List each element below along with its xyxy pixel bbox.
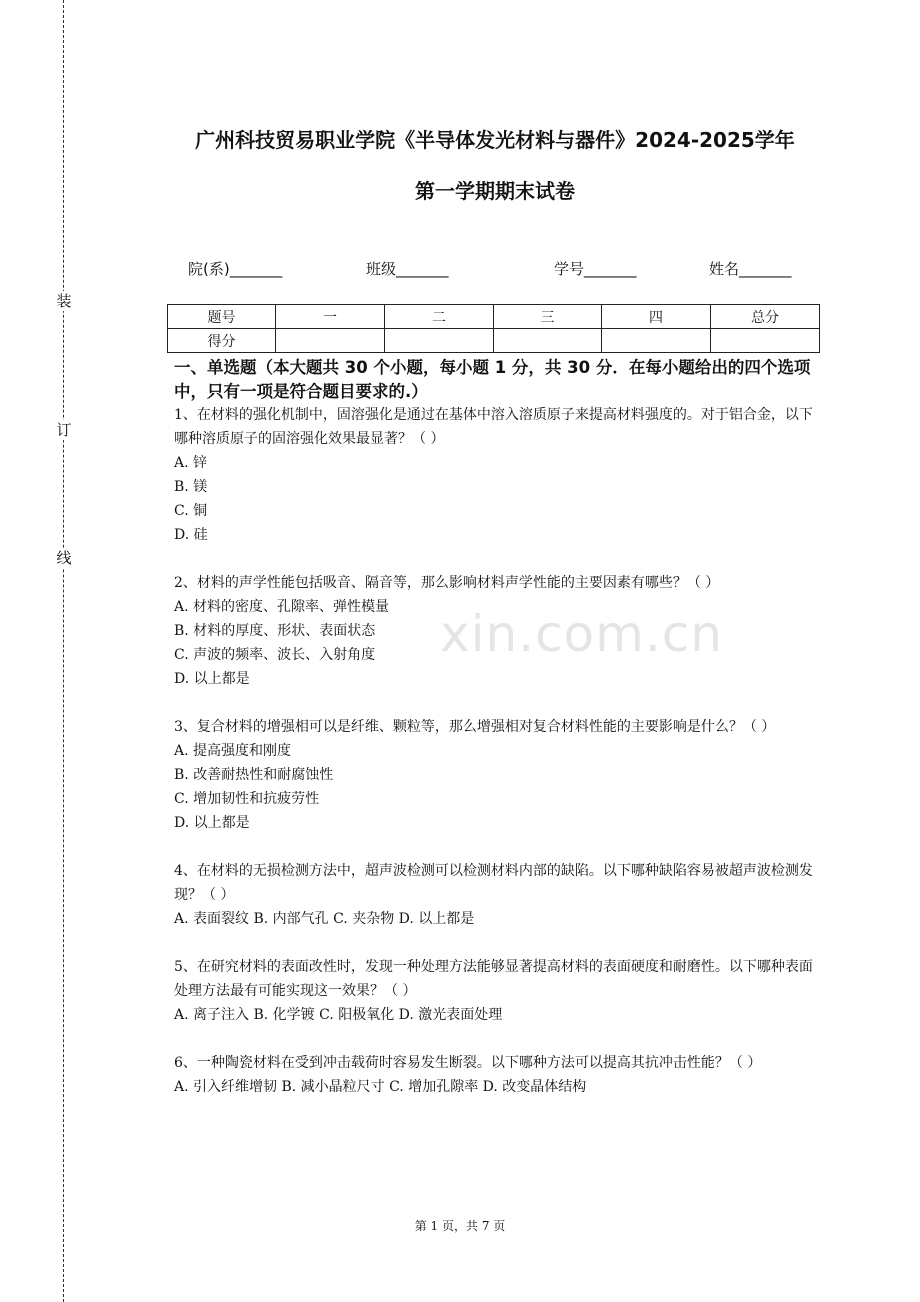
- question-option: A. 离子注入 B. 化学镀 C. 阳极氧化 D. 激光表面处理: [174, 1007, 503, 1023]
- question-option: B. 镁: [174, 479, 208, 495]
- student-info-row: [188, 258, 818, 280]
- dept-field: 院(系)_______: [188, 260, 283, 278]
- question-3: [174, 715, 824, 835]
- header-cell: 总分: [711, 305, 820, 329]
- binding-char-ding: 订: [54, 420, 74, 440]
- question-option: A. 表面裂纹 B. 内部气孔 C. 夹杂物 D. 以上都是: [174, 911, 475, 927]
- question-stem: 3、复合材料的增强相可以是纤维、颗粒等，那么增强相对复合材料性能的主要影响是什么？（ ）: [174, 719, 776, 735]
- exam-title-line1: 广州科技贸易职业学院《半导体发光材料与器件》2024-2025学年: [195, 128, 795, 152]
- section-heading: 一、单选题（本大题共 30 个小题，每小题 1 分，共 30 分．在每小题给出的四个选项中，只有一项是符合题目要求的.）: [174, 358, 811, 401]
- score-label-cell: 得分: [168, 329, 276, 353]
- question-4: [174, 859, 824, 931]
- class-field: 班级_______: [366, 260, 449, 278]
- score-table-header: [168, 305, 820, 329]
- question-option: C. 增加韧性和抗疲劳性: [174, 791, 320, 807]
- question-option: C. 铜: [174, 503, 208, 519]
- question-option: B. 改善耐热性和耐腐蚀性: [174, 767, 334, 783]
- question-stem: 2、材料的声学性能包括吸音、隔音等，那么影响材料声学性能的主要因素有哪些？（ ）: [174, 575, 720, 591]
- question-option: A. 引入纤维增韧 B. 减小晶粒尺寸 C. 增加孔隙率 D. 改变晶体结构: [174, 1079, 587, 1095]
- question-1: [174, 403, 824, 547]
- binding-char-xian: 线: [54, 548, 74, 568]
- score-cell: [494, 329, 602, 353]
- question-stem: 1、在材料的强化机制中，固溶强化是通过在基体中溶入溶质原子来提高材料强度的。对于铝合金，以下哪种溶质原子的固溶强化效果最显著？（ ）: [174, 407, 813, 447]
- header-cell: 题号: [168, 305, 276, 329]
- student-id-field: 学号_______: [554, 260, 637, 278]
- question-option: A. 锌: [174, 455, 208, 471]
- score-cell: [602, 329, 711, 353]
- question-list: [174, 403, 824, 1123]
- question-option: D. 硅: [174, 527, 208, 543]
- question-option: C. 声波的频率、波长、入射角度: [174, 647, 376, 663]
- score-cell: [276, 329, 385, 353]
- binding-dashed-line: [63, 0, 64, 1302]
- question-option: B. 材料的厚度、形状、表面状态: [174, 623, 376, 639]
- header-cell: 一: [276, 305, 385, 329]
- question-stem: 4、在材料的无损检测方法中，超声波检测可以检测材料内部的缺陷。以下哪种缺陷容易被超声波检测发现？（ ）: [174, 863, 813, 903]
- binding-char-zhuang: 装: [54, 291, 74, 311]
- question-stem: 5、在研究材料的表面改性时，发现一种处理方法能够显著提高材料的表面硬度和耐磨性。以下哪种表面处理方法最有可能实现这一效果？（ ）: [174, 959, 813, 999]
- name-field: 姓名_______: [709, 260, 792, 278]
- score-cell: [711, 329, 820, 353]
- question-5: [174, 955, 824, 1027]
- header-cell: 二: [385, 305, 494, 329]
- question-6: [174, 1051, 824, 1099]
- question-option: D. 以上都是: [174, 671, 250, 687]
- watermark: xin.com.cn: [440, 605, 723, 663]
- score-table-row: [168, 329, 820, 353]
- header-cell: 四: [602, 305, 711, 329]
- page-footer: 第 1 页，共 7 页: [414, 1219, 506, 1233]
- question-option: D. 以上都是: [174, 815, 250, 831]
- question-option: A. 提高强度和刚度: [174, 743, 292, 759]
- question-option: A. 材料的密度、孔隙率、弹性模量: [174, 599, 390, 615]
- score-table: [167, 304, 820, 353]
- header-cell: 三: [494, 305, 602, 329]
- question-stem: 6、一种陶瓷材料在受到冲击载荷时容易发生断裂。以下哪种方法可以提高其抗冲击性能？（ ）: [174, 1055, 762, 1071]
- exam-title-line2: 第一学期期末试卷: [415, 179, 575, 203]
- score-cell: [385, 329, 494, 353]
